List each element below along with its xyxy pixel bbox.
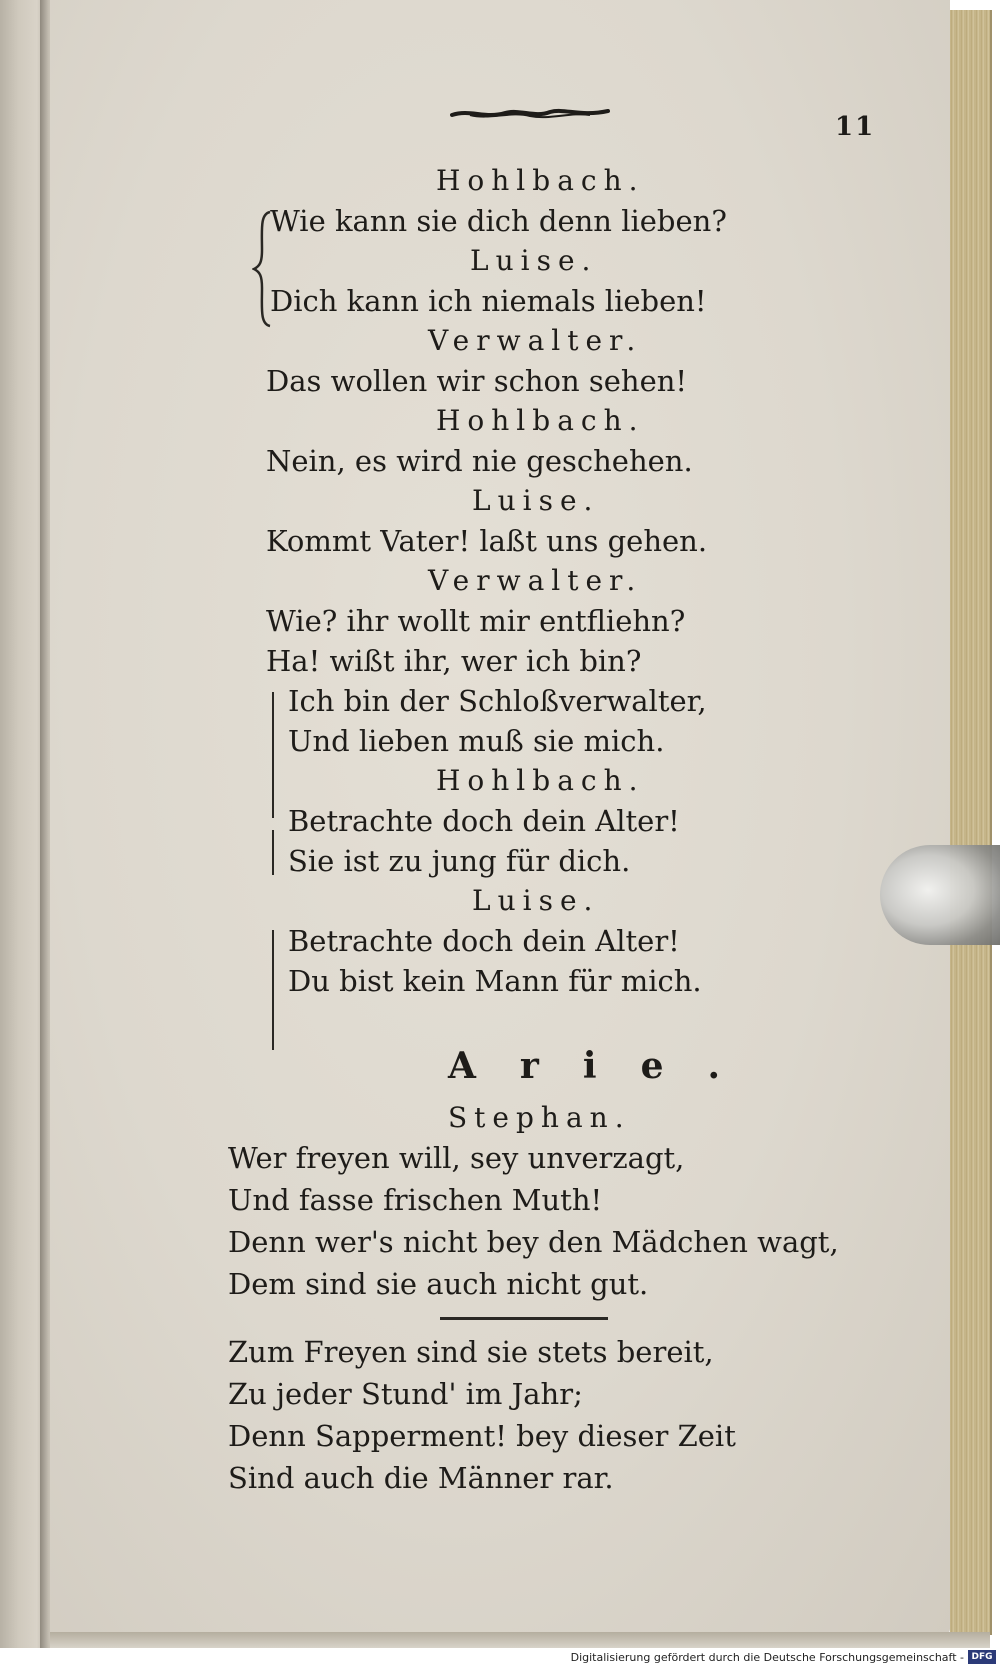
stanza-line: Dem sind sie auch nicht gut. <box>228 1267 649 1301</box>
left-curly-brace <box>252 210 274 328</box>
verse-line: Und lieben muß sie mich. <box>288 724 665 758</box>
verse-line: Wie kann sie dich denn lieben? <box>270 204 727 238</box>
speaker-label: Verwalter. <box>428 564 643 597</box>
speaker-label: Hohlbach. <box>436 764 645 797</box>
left-bracket-bar <box>272 692 274 818</box>
verse-line: Wie? ihr wollt mir entfliehn? <box>266 604 686 638</box>
speaker-label: Luise. <box>472 884 600 917</box>
speaker-label: Verwalter. <box>428 324 643 357</box>
verse-line: Das wollen wir schon sehen! <box>266 364 688 398</box>
dfg-logo: DFG <box>968 1650 996 1664</box>
page-clip <box>880 845 1000 945</box>
verse-line: Kommt Vater! laßt uns gehen. <box>266 524 708 558</box>
page-bottom-shadow <box>50 1632 990 1648</box>
verse-line: Nein, es wird nie geschehen. <box>266 444 693 478</box>
verse-line: Betrachte doch dein Alter! <box>288 924 680 958</box>
stanza-line: Denn Sapperment! bey dieser Zeit <box>228 1419 736 1453</box>
verse-line: Ha! wißt ihr, wer ich bin? <box>266 644 642 678</box>
aria-heading: Arie. <box>448 1045 765 1087</box>
stanza-line: Zum Freyen sind sie stets bereit, <box>228 1335 714 1369</box>
footer-credit: Digitalisierung gefördert durch die Deutsche Forschungsgemeinschaft - <box>570 1651 964 1664</box>
speaker-label: Hohlbach. <box>436 164 645 197</box>
header-ornament <box>450 103 610 125</box>
stanza-line: Zu jeder Stund' im Jahr; <box>228 1377 583 1411</box>
page-stack-edges <box>950 10 992 1635</box>
page-number: 11 <box>835 112 876 142</box>
stanza-line: Denn wer's nicht bey den Mädchen wagt, <box>228 1225 839 1259</box>
aria-speaker: Stephan. <box>448 1101 631 1134</box>
speaker-label: Luise. <box>472 484 600 517</box>
verse-line: Betrachte doch dein Alter! <box>288 804 680 838</box>
left-bracket-bar <box>272 930 274 1050</box>
stanza-line: Wer freyen will, sey unverzagt, <box>228 1141 685 1175</box>
stanza-line: Und fasse frischen Muth! <box>228 1183 603 1217</box>
speaker-label: Hohlbach. <box>436 404 645 437</box>
verse-line: Dich kann ich niemals lieben! <box>270 284 707 318</box>
verse-line: Ich bin der Schloßverwalter, <box>288 684 707 718</box>
speaker-label: Luise. <box>470 244 598 277</box>
verse-line: Du bist kein Mann für mich. <box>288 964 702 998</box>
verse-line: Sie ist zu jung für dich. <box>288 844 631 878</box>
left-bracket-bar <box>272 830 274 875</box>
stanza-line: Sind auch die Männer rar. <box>228 1461 614 1495</box>
stanza-divider <box>440 1317 608 1320</box>
